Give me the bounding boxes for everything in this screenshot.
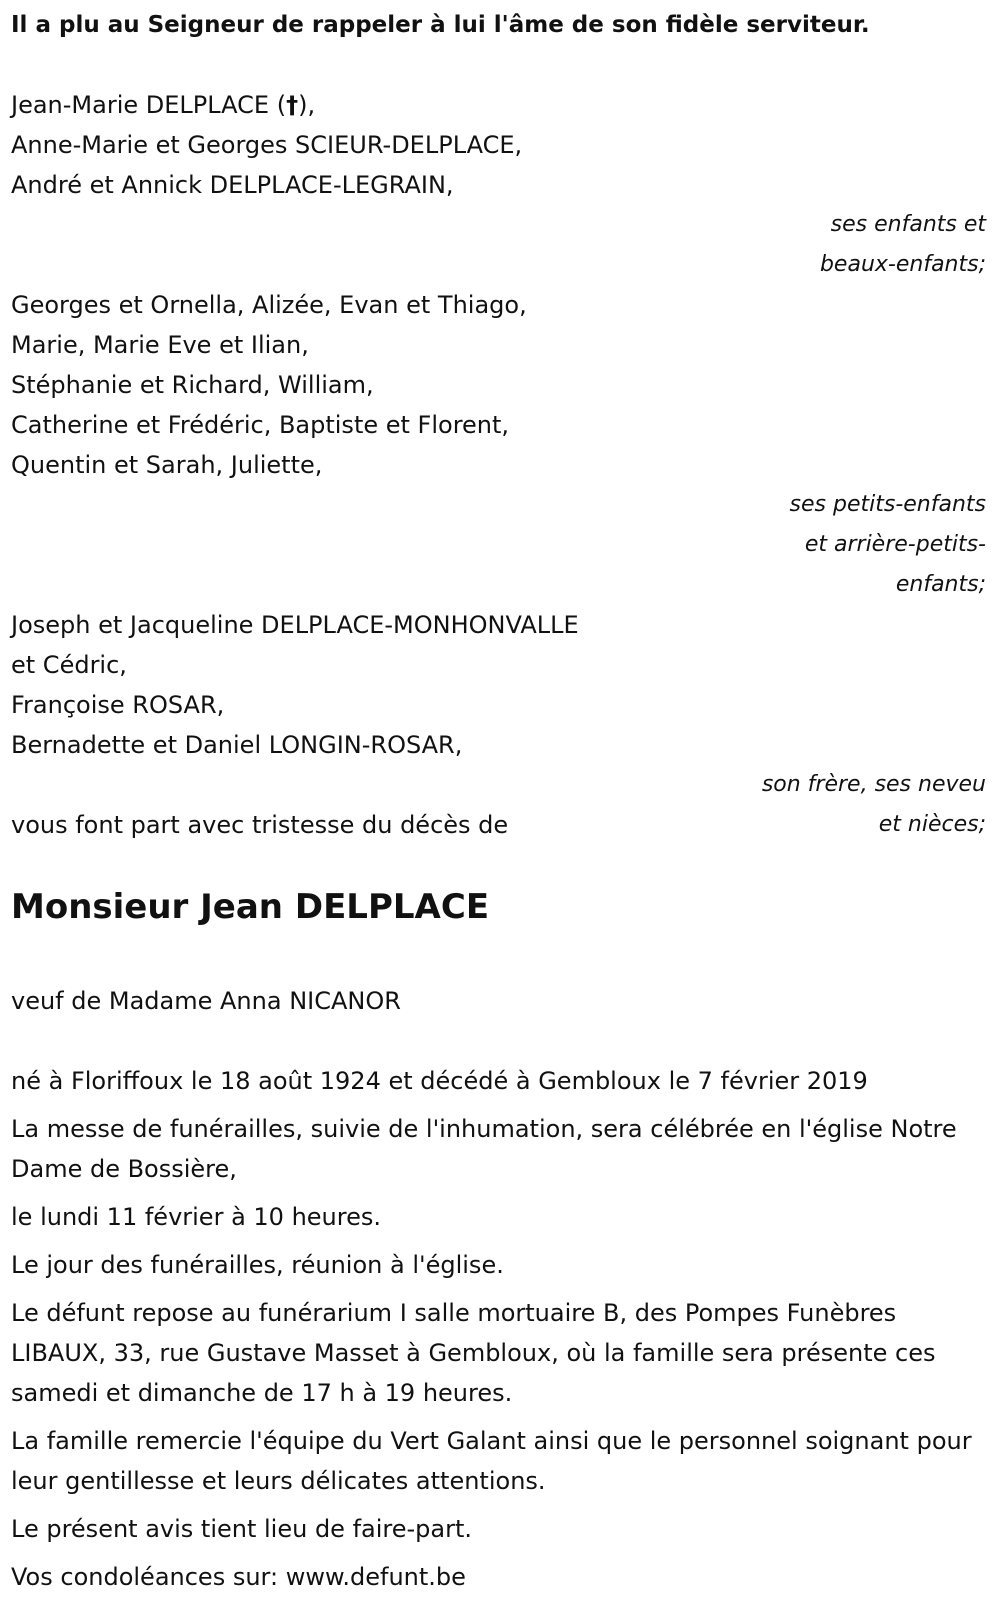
deceased-name: Monsieur Jean DELPLACE: [11, 887, 490, 927]
family-line: Bernadette et Daniel LONGIN-ROSAR,: [11, 731, 463, 759]
relation-label: enfants;: [895, 572, 986, 597]
intro-heading: Il a plu au Seigneur de rappeler à lui l'âme de son fidèle serviteur.: [11, 12, 870, 38]
relation-label: beaux-enfants;: [819, 252, 986, 277]
siblings-block: [11, 605, 986, 845]
relation-label: ses enfants et: [830, 212, 986, 237]
family-line: Anne-Marie et Georges SCIEUR-DELPLACE,: [11, 131, 523, 159]
family-line: Marie, Marie Eve et Ilian,: [11, 331, 309, 359]
announce-text: vous font part avec tristesse du décès de: [11, 811, 509, 839]
condolences-text: Vos condoléances sur: www.defunt.be: [11, 1563, 466, 1591]
relation-label: ses petits-enfants: [789, 492, 986, 517]
relation-label: et arrière-petits-: [804, 532, 986, 557]
family-line-suffix: ),: [298, 91, 316, 119]
widow-of-text: veuf de Madame Anna NICANOR: [11, 987, 401, 1015]
family-line-text: Jean-Marie DELPLACE (: [11, 91, 287, 119]
funeral-date-text: le lundi 11 février à 10 heures.: [11, 1203, 381, 1231]
cross-icon: †: [286, 91, 299, 119]
family-line: Catherine et Frédéric, Baptiste et Florent,: [11, 411, 510, 439]
thanks-text: La famille remercie l'équipe du Vert Galant ainsi que le personnel soignant pour leur gentillesse et leurs délicates attentions.: [11, 1427, 972, 1495]
children-block: [11, 85, 986, 285]
notice-text: Le présent avis tient lieu de faire-part.: [11, 1515, 473, 1543]
birth-death-text: né à Floriffoux le 18 août 1924 et décédé à Gembloux le 7 février 2019: [11, 1067, 868, 1095]
family-line: Françoise ROSAR,: [11, 691, 225, 719]
family-line: André et Annick DELPLACE-LEGRAIN,: [11, 171, 454, 199]
family-line: [11, 85, 986, 125]
relation-label: son frère, ses neveu: [761, 772, 986, 797]
relation-label: et nièces;: [878, 812, 986, 837]
meeting-text: Le jour des funérailles, réunion à l'église.: [11, 1251, 504, 1279]
obituary-notice: [11, 5, 986, 1597]
family-line: et Cédric,: [11, 651, 127, 679]
family-line: Joseph et Jacqueline DELPLACE-MONHONVALLE: [11, 611, 579, 639]
family-line: Quentin et Sarah, Juliette,: [11, 451, 323, 479]
siblings-relation-row: [11, 765, 986, 845]
grandchildren-block: [11, 285, 986, 605]
funeral-mass-text: La messe de funérailles, suivie de l'inhumation, sera célébrée en l'église Notre Dame de Bossière,: [11, 1115, 957, 1183]
family-line: Georges et Ornella, Alizée, Evan et Thiago,: [11, 291, 527, 319]
family-line: Stéphanie et Richard, William,: [11, 371, 374, 399]
funerarium-text: Le défunt repose au funérarium I salle mortuaire B, des Pompes Funèbres LIBAUX, 33, rue Gustave Masset à Gembloux, où la famille sera présente ces samedi et dimanche de 17 h à 19 heures.: [11, 1299, 936, 1407]
